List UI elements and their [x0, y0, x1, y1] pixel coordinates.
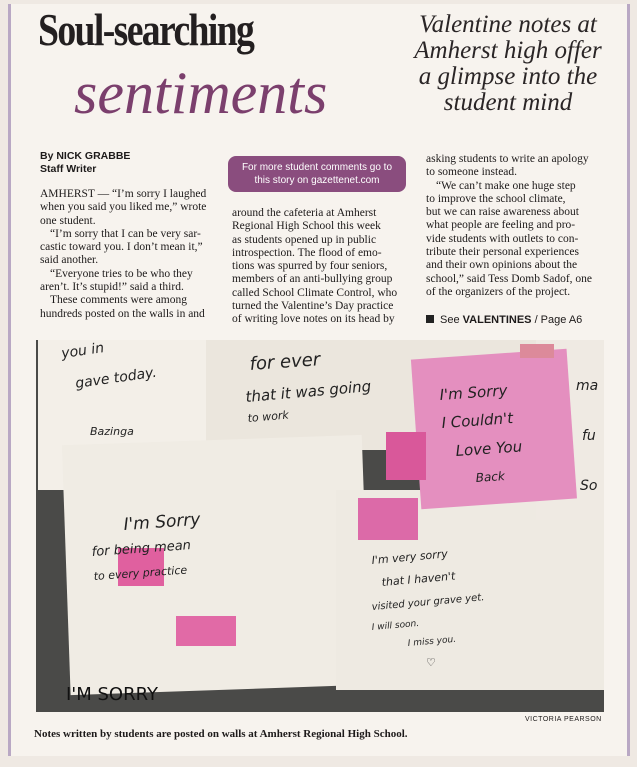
- promo-line: this story on gazettenet.com: [254, 175, 380, 186]
- see-keyword: VALENTINES: [462, 314, 532, 326]
- text-line: but we can raise awareness about: [426, 206, 579, 219]
- note-text: visited your grave yet.: [371, 592, 485, 613]
- note-text: ma: [576, 378, 599, 394]
- web-promo-box[interactable]: [228, 156, 406, 192]
- note-text: gave today.: [74, 364, 158, 392]
- text-line: vide students with outlets to con-: [426, 232, 579, 245]
- text-line: tions was spurred by four seniors,: [232, 260, 388, 273]
- note-text: I'm Sorry: [439, 381, 508, 404]
- see-page: / Page A6: [534, 314, 583, 326]
- text-line: hundreds posted on the walls in and: [40, 307, 205, 320]
- text-line: of the organizers of the project.: [426, 285, 571, 298]
- text-line: asking students to write an apology: [426, 153, 589, 165]
- pink-sticky-note: [176, 616, 236, 646]
- text-line: and their own opinions about the: [426, 259, 578, 272]
- deck-line: a glimpse into the: [418, 63, 598, 90]
- pink-sticky-note: [411, 349, 577, 510]
- text-line: members of an anti-bullying group: [232, 273, 393, 286]
- text-line: introspection. The flood of emo-: [232, 246, 382, 259]
- news-photo: [36, 340, 604, 712]
- text-line: castic toward you. I don’t mean it,”: [40, 241, 203, 254]
- article-column-1: [40, 188, 222, 321]
- deck-line: Valentine notes at: [419, 11, 597, 38]
- text-line: tribute their personal experiences: [426, 246, 579, 259]
- text-line: “Everyone tries to be who they: [50, 267, 193, 280]
- article-column-2: [232, 207, 418, 327]
- pink-sticky-note: [386, 432, 426, 480]
- text-line: Regional High School this week: [232, 220, 381, 233]
- deck-line: student mind: [443, 89, 573, 116]
- promo-line: For more student comments go to: [241, 162, 393, 173]
- note-text: So: [580, 478, 598, 494]
- text-line: of writing love notes on its head by: [232, 313, 395, 326]
- photo-credit: VICTORIA PEARSON: [525, 716, 602, 723]
- note-text: I'M SORRY: [66, 684, 158, 705]
- heart-icon: ♡: [426, 656, 436, 669]
- byline-author: By NICK GRABBE: [40, 150, 131, 162]
- text-line: school,” said Tess Domb Sadof, one: [426, 272, 593, 285]
- text-line: when you said you liked me,” wrote: [40, 201, 207, 214]
- byline: [40, 150, 130, 176]
- note-text: I will soon.: [371, 618, 420, 633]
- note-text: that it was going: [244, 377, 372, 406]
- see-prefix: See: [440, 314, 460, 326]
- note-text: Back: [475, 468, 506, 485]
- text-line: around the cafeteria at Amherst: [232, 207, 377, 219]
- headline-line1: Soul-searching: [38, 4, 254, 55]
- text-line: as students opened up in public: [232, 233, 377, 246]
- note-text: that I haven't: [381, 569, 456, 589]
- headline-line2: sentiments: [74, 60, 328, 126]
- note-text: I'm Sorry: [122, 509, 202, 535]
- text-line: aren’t. It’s stupid!” said a third.: [40, 281, 184, 294]
- note-text: for ever: [248, 349, 321, 375]
- text-line: to someone instead.: [426, 166, 518, 179]
- text-line: what people are feeling and pro-: [426, 219, 576, 232]
- note-text: fu: [582, 428, 596, 444]
- text-line: “I’m sorry that I can be very sar-: [50, 227, 201, 240]
- note-text: I Couldn't: [441, 409, 514, 432]
- note-text: I'm very sorry: [371, 547, 449, 567]
- note-text: you in: [60, 340, 106, 362]
- note-text: to work: [247, 408, 290, 425]
- continuation-reference[interactable]: [426, 314, 582, 326]
- byline-title: Staff Writer: [40, 163, 97, 175]
- text-line: to improve the school climate,: [426, 192, 566, 205]
- article-column-3: [426, 153, 612, 299]
- text-line: These comments were among: [50, 294, 187, 307]
- pink-sticky-note: [520, 344, 554, 358]
- paper-note: [62, 435, 371, 695]
- note-text: I miss you.: [407, 634, 457, 649]
- pink-sticky-note: [358, 498, 418, 540]
- note-text: to every practice: [93, 563, 188, 583]
- text-line: AMHERST — “I’m sorry I laughed: [40, 188, 207, 200]
- note-text: Bazinga: [90, 425, 134, 438]
- text-line: said another.: [40, 254, 99, 267]
- text-line: called School Climate Control, who: [232, 286, 398, 299]
- square-bullet-icon: [426, 315, 434, 323]
- text-line: one student.: [40, 214, 96, 227]
- note-text: Love You: [455, 437, 523, 460]
- photo-caption: Notes written by students are posted on walls at Amherst Regional High School.: [34, 728, 408, 740]
- text-line: turned the Valentine’s Day practice: [232, 300, 394, 313]
- deck-line: Amherst high offer: [414, 37, 602, 64]
- text-line: “We can’t make one huge step: [436, 179, 576, 192]
- note-text: for being mean: [91, 538, 192, 560]
- deck-subheadline: [398, 12, 618, 116]
